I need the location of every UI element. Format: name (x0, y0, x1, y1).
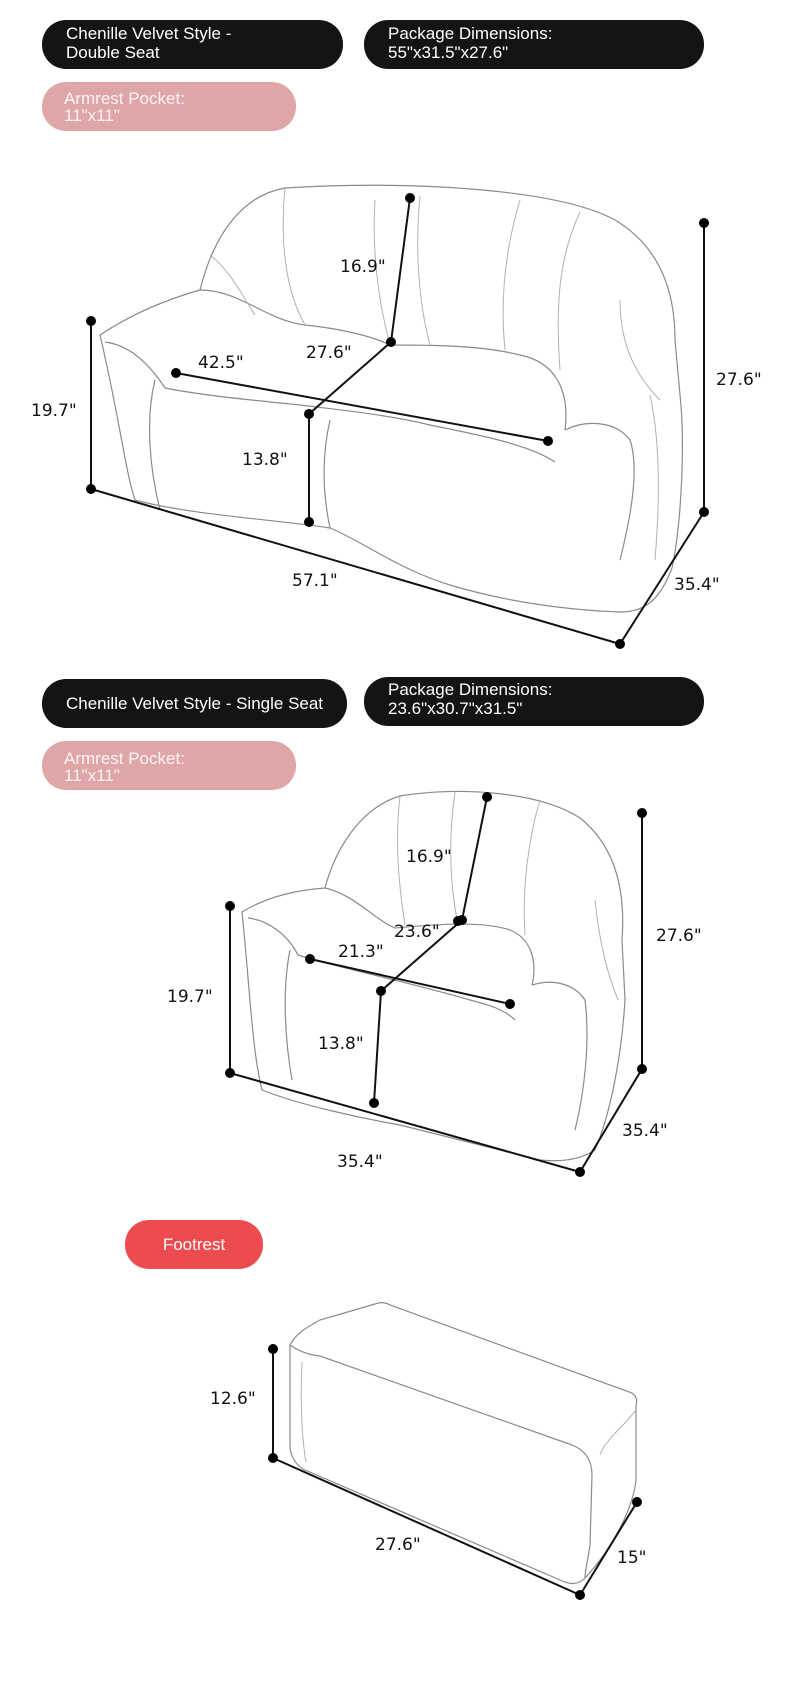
double-total-depth-label: 35.4" (674, 575, 720, 595)
double-seat-height-label: 13.8" (242, 450, 288, 470)
footrest-label-text: Footrest (162, 1235, 226, 1254)
footrest-height-label: 12.6" (210, 1389, 256, 1409)
double-total-height-label: 27.6" (716, 370, 762, 390)
single-total-width-label: 35.4" (337, 1152, 383, 1172)
double-seat-style-line2: Double Seat (66, 43, 160, 62)
single-total-depth-label: 35.4" (622, 1121, 668, 1141)
single-seat-style-text: Chenille Velvet Style - Single Seat (66, 694, 324, 713)
single-seat-height-label: 13.8" (318, 1034, 364, 1054)
double-arm-height-label: 19.7" (31, 401, 77, 421)
footrest-length-label: 27.6" (375, 1535, 421, 1555)
single-total-height-label: 27.6" (656, 926, 702, 946)
single-back-height-label: 16.9" (406, 847, 452, 867)
double-back-height-label: 16.9" (340, 257, 386, 277)
single-seat-pocket-title: Armrest Pocket: (64, 749, 185, 768)
footrest-dimension-lines (268, 1344, 642, 1600)
double-seat-pocket-value: 11"x11" (64, 106, 120, 125)
footrest-dimension-labels (210, 1389, 646, 1568)
double-sofa-dimension-lines (86, 193, 709, 649)
footrest-depth-label: 15" (617, 1548, 647, 1568)
single-seat-package-title: Package Dimensions: (388, 680, 553, 699)
double-seat-width-label: 42.5" (198, 353, 244, 373)
footrest-drawing (290, 1303, 637, 1584)
double-seat-package-title: Package Dimensions: (388, 24, 553, 43)
single-seat-width-label: 21.3" (338, 942, 384, 962)
double-seat-style-line1: Chenille Velvet Style - (66, 24, 232, 43)
double-seat-package-value: 55"x31.5"x27.6" (388, 43, 509, 62)
single-seat-depth-label: 23.6" (394, 922, 440, 942)
double-sofa-drawing (100, 185, 682, 612)
double-total-width-label: 57.1" (292, 571, 338, 591)
double-seat-pocket-title: Armrest Pocket: (64, 89, 185, 108)
single-seat-pocket-value: 11"x11" (64, 766, 120, 785)
single-seat-package-value: 23.6"x30.7"x31.5" (388, 699, 523, 718)
single-arm-height-label: 19.7" (167, 987, 213, 1007)
double-seat-depth-label: 27.6" (306, 343, 352, 363)
